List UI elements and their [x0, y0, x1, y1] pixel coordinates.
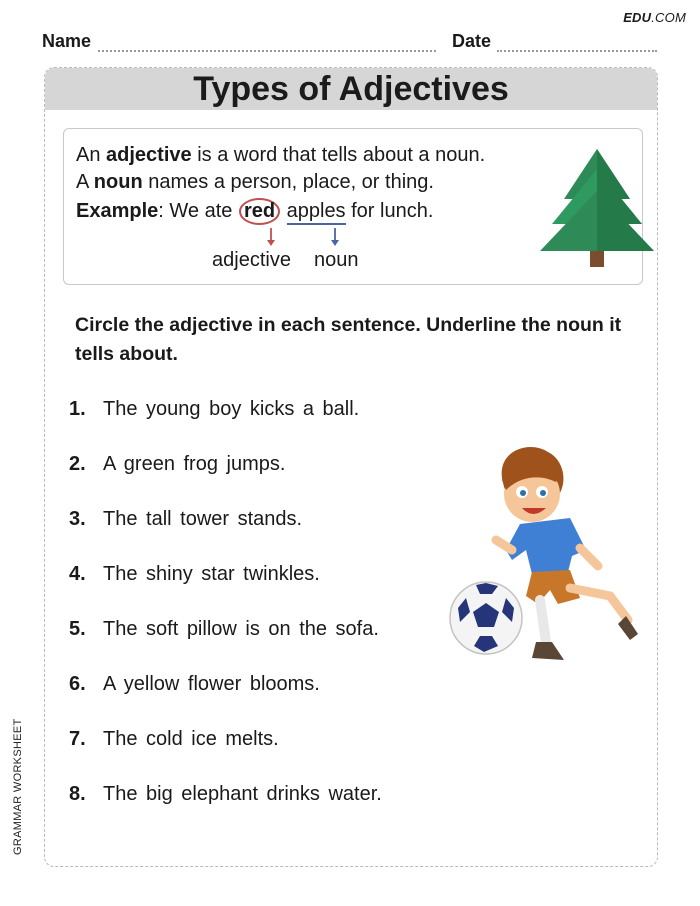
- instructions: Circle the adjective in each sentence. Underline the noun it tells about.: [75, 314, 622, 365]
- boy-kicking-ball-icon: [440, 438, 640, 668]
- adjective-label: adjective: [212, 249, 291, 271]
- sentence-2: 2. A green frog jumps.: [69, 453, 286, 475]
- sentence-6: 6. A yellow flower blooms.: [69, 673, 320, 695]
- sentence-8: 8. The big elephant drinks water.: [69, 783, 382, 805]
- example-line: Example: We ate red apples for lunch.: [76, 198, 433, 225]
- sentence-1: 1. The young boy kicks a ball.: [69, 398, 360, 420]
- example-noun: apples: [287, 200, 346, 225]
- sentence-5: 5. The soft pillow is on the sofa.: [69, 618, 379, 640]
- date-field[interactable]: [497, 50, 657, 52]
- sentence-7: 7. The cold ice melts.: [69, 728, 279, 750]
- name-field[interactable]: [98, 50, 436, 52]
- definition-box: [63, 128, 643, 285]
- sidebar-label: GRAMMAR WORKSHEET: [12, 718, 24, 855]
- definition-line-2: A noun names a person, place, or thing.: [76, 171, 434, 193]
- noun-label: noun: [314, 249, 359, 271]
- example-adjective: red: [239, 198, 280, 225]
- brand-logo: EDU.COM: [623, 10, 686, 25]
- sentence-4: 4. The shiny star twinkles.: [69, 563, 320, 585]
- name-label: Name: [42, 31, 92, 51]
- definition-line-1: An adjective is a word that tells about a noun.: [76, 144, 486, 166]
- page-title: Types of Adjectives: [193, 70, 509, 108]
- worksheet-panel: [44, 67, 658, 867]
- pine-tree-icon: [532, 139, 658, 279]
- date-label: Date: [452, 31, 492, 51]
- sentence-3: 3. The tall tower stands.: [69, 508, 303, 530]
